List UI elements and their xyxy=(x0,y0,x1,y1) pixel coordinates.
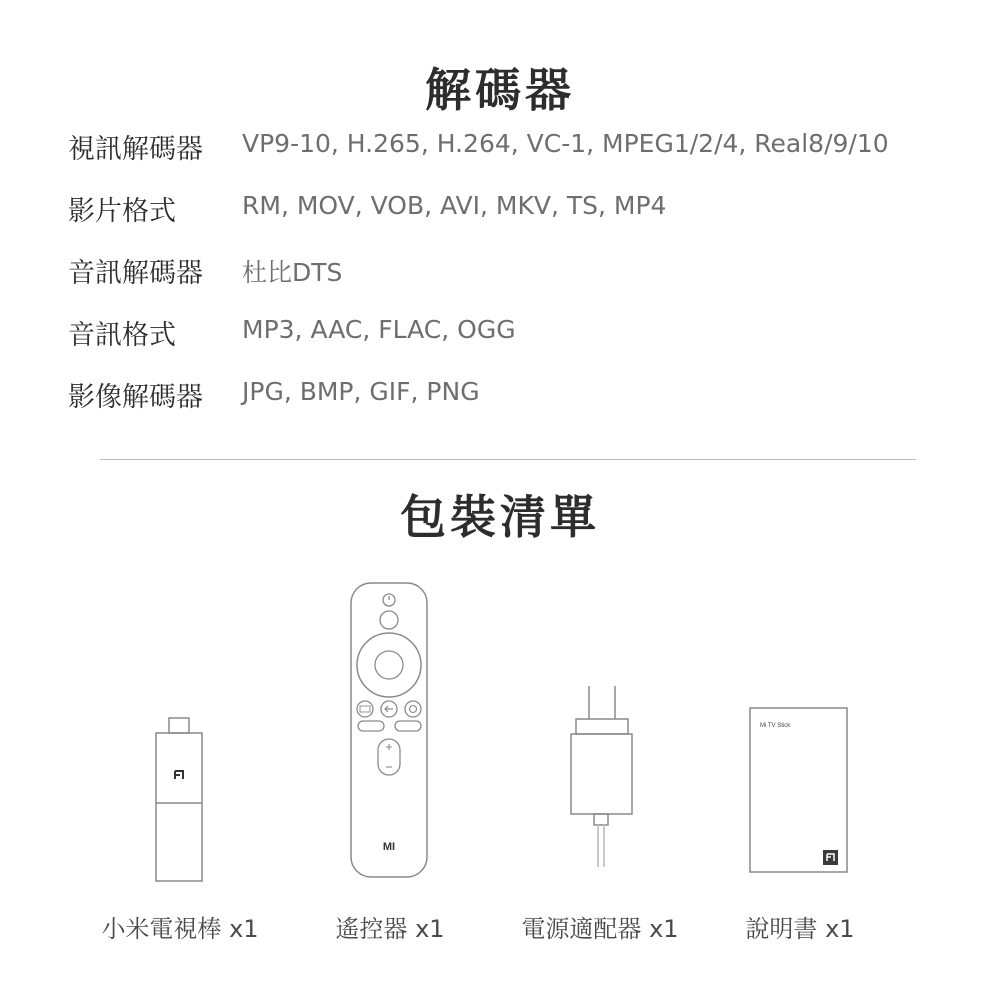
power-adapter-icon xyxy=(560,684,640,869)
spec-row-audio-format xyxy=(68,313,948,353)
spec-value: 杜比DTS xyxy=(242,258,343,287)
spec-value: VP9-10, H.265, H.264, VC-1, MPEG1/2/4, Real8/9/10 xyxy=(242,129,889,158)
spec-row-audio-decoder xyxy=(68,251,948,291)
spec-value: RM, MOV, VOB, AVI, MKV, TS, MP4 xyxy=(242,191,667,220)
spec-value: MP3, AAC, FLAC, OGG xyxy=(242,315,516,344)
item-caption-manual: 說明書 x1 xyxy=(745,915,855,943)
item-caption-tv-stick: 小米電視棒 x1 xyxy=(101,915,259,943)
spec-label: 音訊格式 xyxy=(68,320,176,351)
spec-row-image-decoder xyxy=(68,375,948,415)
spec-value: JPG, BMP, GIF, PNG xyxy=(242,377,480,406)
package-section-title: 包裝清單 xyxy=(400,490,600,544)
spec-label: 音訊解碼器 xyxy=(68,258,203,289)
tv-stick-icon xyxy=(150,715,210,885)
remote-control-icon xyxy=(345,578,435,883)
mi-logo xyxy=(175,771,183,779)
spec-label: 影片格式 xyxy=(68,196,176,227)
manual-icon xyxy=(748,706,852,876)
remote-logo: MI xyxy=(382,841,396,853)
section-divider xyxy=(100,459,916,460)
spec-row-video-decoder xyxy=(68,127,948,167)
manual-cover-text: Mi TV Stick xyxy=(760,723,791,729)
item-caption-power-adapter: 電源適配器 x1 xyxy=(521,915,679,943)
codec-section-title: 解碼器 xyxy=(425,63,575,117)
item-caption-remote: 遙控器 x1 xyxy=(335,915,445,943)
spec-label: 視訊解碼器 xyxy=(68,134,203,165)
spec-row-video-format xyxy=(68,189,948,229)
spec-label: 影像解碼器 xyxy=(68,382,203,413)
